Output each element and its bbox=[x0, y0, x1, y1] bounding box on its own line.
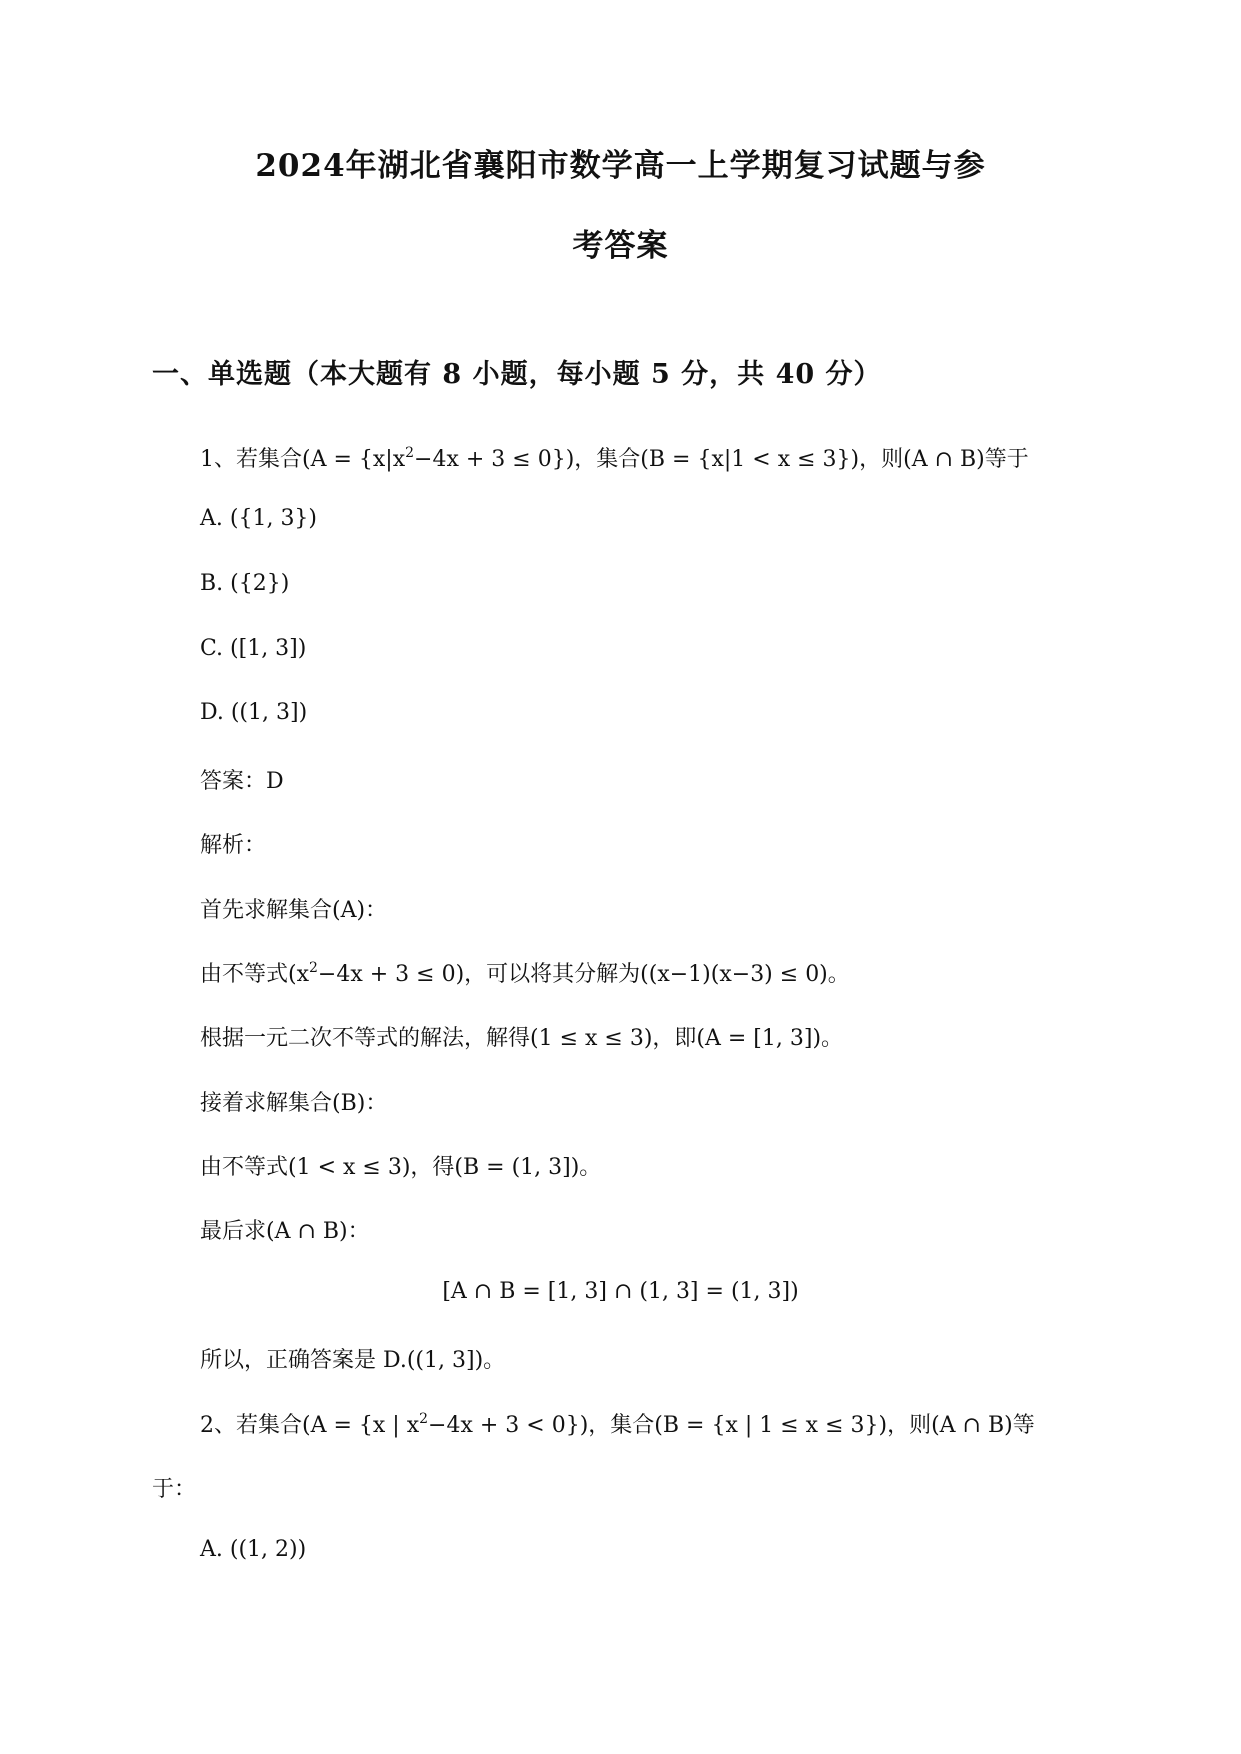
question-2-stem-continuation: 于： bbox=[152, 1477, 197, 1502]
exponent: 2 bbox=[419, 1411, 429, 1427]
question-1-step-1: 首先求解集合(A)： bbox=[200, 898, 388, 923]
document-title-line-2: 考答案 bbox=[572, 228, 669, 264]
question-1-step-6: 最后求(A ∩ B)： bbox=[200, 1219, 370, 1244]
question-1-option-b: B. ({2}) bbox=[200, 571, 290, 596]
question-1-stem-part1: 1、若集合(A = {x|x bbox=[200, 447, 406, 472]
question-1-step-3: 根据一元二次不等式的解法，解得(1 ≤ x ≤ 3)，即(A = [1, 3])。 bbox=[200, 1026, 844, 1051]
question-2-stem bbox=[200, 1408, 1035, 1439]
question-1-step-4: 接着求解集合(B)： bbox=[200, 1091, 388, 1116]
question-1-step-2-part2: −4x + 3 ≤ 0)，可以将其分解为((x−1)(x−3) ≤ 0)。 bbox=[317, 962, 850, 987]
document-title-line-1: 2024年湖北省襄阳市数学高一上学期复习试题与参 bbox=[255, 148, 986, 184]
section-heading-single-choice: 一、单选题（本大题有 8 小题，每小题 5 分，共 40 分） bbox=[152, 359, 882, 390]
question-2-stem-part1: 2、若集合(A = {x | x bbox=[200, 1413, 420, 1438]
question-1-conclusion: 所以，正确答案是 D.((1, 3])。 bbox=[200, 1348, 506, 1373]
question-2-option-a: A. ((1, 2)) bbox=[200, 1537, 307, 1562]
question-1-formula: [A ∩ B = [1, 3] ∩ (1, 3] = (1, 3]) bbox=[442, 1279, 799, 1304]
question-1-option-a: A. ({1, 3}) bbox=[200, 506, 318, 531]
question-1-option-d: D. ((1, 3]) bbox=[200, 700, 308, 725]
question-1-analysis-label: 解析： bbox=[200, 833, 267, 858]
question-2-stem-part2: −4x + 3 < 0})，集合(B = {x | 1 ≤ x ≤ 3})，则(A ∩ B)等 bbox=[428, 1413, 1035, 1438]
question-1-stem-part2: −4x + 3 ≤ 0})，集合(B = {x|1 < x ≤ 3})，则(A ∩ B)等于 bbox=[414, 447, 1029, 472]
exponent: 2 bbox=[405, 445, 415, 461]
question-1-option-c: C. ([1, 3]) bbox=[200, 636, 307, 661]
question-1-answer: 答案：D bbox=[200, 769, 284, 794]
question-1-stem bbox=[200, 442, 1029, 473]
question-1-step-5: 由不等式(1 < x ≤ 3)，得(B = (1, 3])。 bbox=[200, 1155, 602, 1180]
question-1-step-2 bbox=[200, 957, 850, 988]
exponent: 2 bbox=[309, 960, 318, 976]
question-1-step-2-part1: 由不等式(x bbox=[200, 962, 309, 987]
